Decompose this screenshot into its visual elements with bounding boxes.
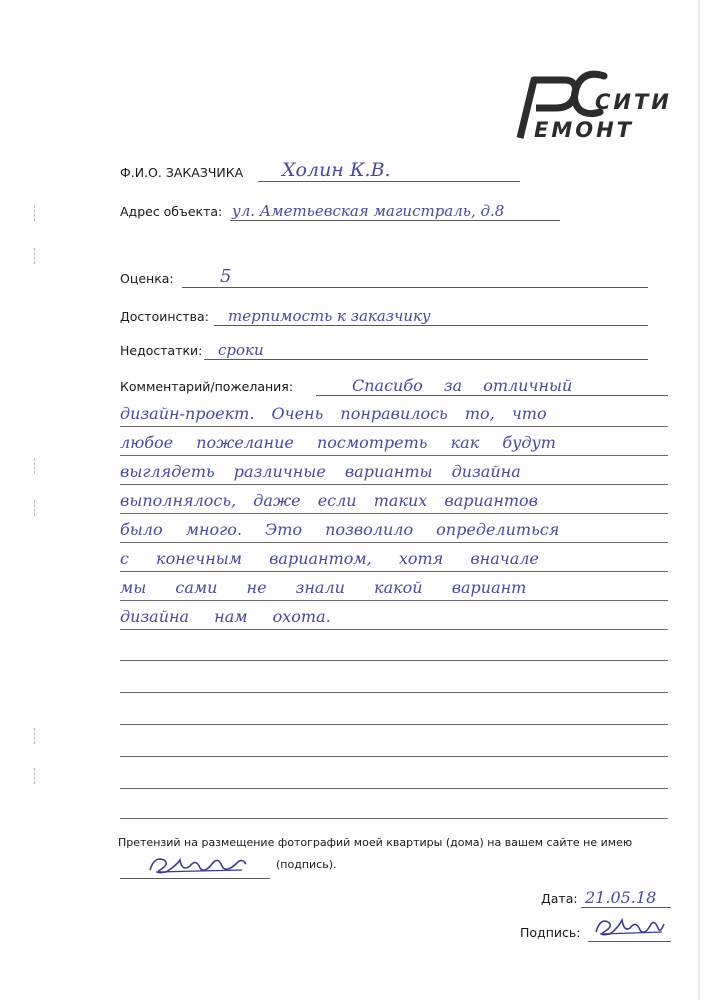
comment-label: Комментарий/пожелания: — [120, 379, 294, 394]
ruled-line — [120, 600, 668, 601]
customer-name-value: Холин К.В. — [282, 159, 391, 181]
signature-label: Подпись: — [520, 925, 581, 940]
consent-signature-line — [120, 856, 270, 879]
ruled-line — [120, 818, 668, 819]
ruled-line — [120, 513, 668, 514]
logo-text-top: СИТИ — [595, 90, 672, 114]
logo-text-bottom: ЕМОНТ — [534, 118, 634, 142]
photo-consent-text: Претензий на размещение фотографий моей квартиры (дома) на вашем сайте не имею — [118, 836, 633, 849]
flaws-label: Недостатки: — [120, 343, 203, 358]
comment-line-8: мы сами не знали какой вариант — [120, 578, 527, 597]
comment-line-9: дизайна нам охота. — [120, 607, 331, 626]
comment-line-1: Спасибо за отличный — [352, 376, 573, 395]
binder-mark — [34, 248, 41, 264]
signature-image — [592, 912, 668, 940]
comment-line-4: выглядеть различные варианты дизайна — [120, 462, 521, 481]
address-row — [120, 197, 560, 221]
binder-mark — [34, 458, 41, 474]
rating-value: 5 — [220, 266, 232, 287]
ruled-line — [120, 724, 668, 725]
address-line — [230, 220, 560, 221]
company-logo — [512, 66, 672, 146]
comment-line-2: дизайн-проект. Очень понравилось то, что — [120, 404, 547, 423]
comment-line-5: выполнялось, даже если таких вариантов — [120, 491, 538, 510]
ruled-line — [120, 426, 668, 427]
rating-row — [120, 264, 648, 288]
address-value: ул. Аметьевская магистраль, д.8 — [232, 202, 505, 220]
comment-row — [120, 372, 668, 396]
ruled-line — [120, 692, 668, 693]
binder-mark — [34, 728, 41, 744]
comment-line-7: с конечным вариантом, хотя вначале — [120, 549, 539, 568]
address-label: Адрес объекта: — [120, 204, 223, 219]
flaws-row — [120, 336, 648, 360]
comment-first-line — [316, 395, 668, 396]
merits-line — [214, 325, 648, 326]
comment-line-6: было много. Это позволило определиться — [120, 520, 560, 539]
rating-line — [182, 287, 648, 288]
flaws-value: сроки — [218, 341, 264, 359]
signature-line — [588, 941, 671, 942]
ruled-line — [120, 660, 668, 661]
date-value: 21.05.18 — [585, 888, 657, 907]
ruled-line — [120, 629, 668, 630]
ruled-line — [120, 484, 668, 485]
flaws-line — [204, 359, 648, 360]
merits-label: Достоинства: — [120, 309, 209, 324]
ruled-line — [120, 788, 668, 789]
binder-mark — [34, 205, 41, 221]
ruled-line — [120, 756, 668, 757]
page-edge — [698, 0, 700, 1000]
comment-line-3: любое пожелание посмотреть как будут — [120, 433, 556, 452]
ruled-line — [120, 455, 668, 456]
customer-name-label: Ф.И.О. ЗАКАЗЧИКА — [120, 165, 244, 180]
date-label: Дата: — [541, 891, 578, 906]
binder-mark — [34, 768, 41, 784]
customer-name-row — [120, 158, 520, 182]
binder-mark — [34, 500, 41, 516]
consent-signature-note: (подпись). — [276, 858, 337, 871]
customer-name-line — [258, 181, 520, 182]
signature-row — [520, 918, 671, 942]
consent-signature-image — [146, 852, 256, 878]
merits-row — [120, 302, 648, 326]
merits-value: терпимость к заказчику — [228, 307, 431, 325]
rating-label: Оценка: — [120, 271, 174, 286]
date-line — [581, 907, 671, 908]
ruled-line — [120, 542, 668, 543]
ruled-line — [120, 571, 668, 572]
date-row — [541, 884, 671, 908]
